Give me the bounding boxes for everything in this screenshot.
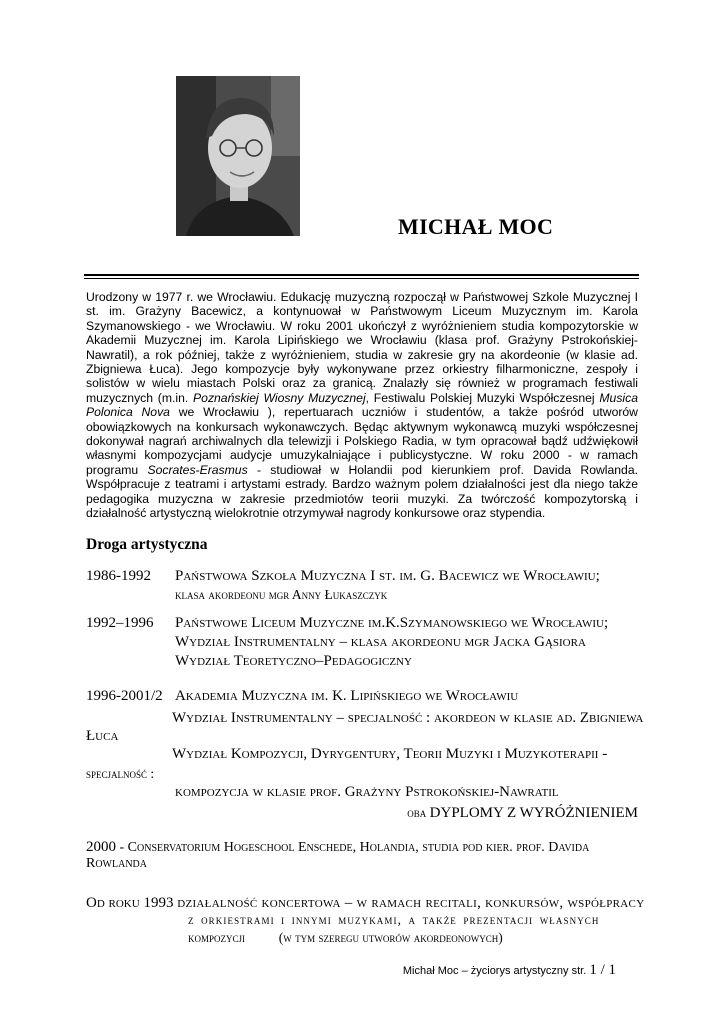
bio-program: Socrates-Erasmus: [147, 462, 248, 477]
entry-5-text: działalność koncertowa – w ramach recitali, konkursów, współpracy: [177, 895, 645, 911]
bio-text-1: Urodzony w 1977 r. we Wrocławiu. Edukację muzyczną rozpoczął w Państwowej Szkole Muzycznej I st. im. Grażyny Bacewicz, a kontynuował w Państwowym Liceum Muzycznym im. Karola Szymanowskiego - we Wrocławiu. W roku 2001 ukończył z wyróżnieniem studia kompozytorskie w Akademii Muzycznej im. Karola Lipińskiego we Wrocławiu (klasa prof. Grażyny Pstrokońskiej-Nawratil), a rok później, także z wyróżnieniem, studia w zakresie gry na akordeonie (w klasie ad. Zbigniewa Łuca). Jego kompozycje były wykonywane przez orkiestry filharmoniczne, zespoły i solistów w wielu miastach Polski oraz za granicą. Znalazły się również w programach festiwali muzycznych (m.in.: [86, 290, 638, 405]
bio-festival-2: Musica Polonica Nova: [86, 390, 638, 420]
entry-5-line-3: kompozycji (w tym szeregu utworów akordeonowych): [188, 930, 503, 945]
entry-3-line-2: Wydział Instrumentalny – specjalność : akordeon w klasie ad. Zbigniewa: [172, 710, 644, 726]
entry-3-diploma-note: DYPLOMY Z WYRÓŻNIENIEM: [429, 805, 638, 821]
entry-3-line-7: [407, 804, 638, 822]
entry-2-years: 1992–1996: [86, 615, 154, 631]
biography-paragraph: [86, 290, 638, 521]
entry-3-years: 1996-2001/2: [86, 688, 163, 704]
entry-4-line-1: [86, 838, 589, 856]
entry-1-years: 1986-1992: [86, 568, 151, 584]
entry-5-prefix: Od roku: [86, 895, 140, 911]
section-heading: Droga artystyczna: [86, 536, 208, 553]
entry-5-year: 1993: [139, 895, 178, 911]
footer-text: Michał Moc – życiorys artystyczny str.: [402, 965, 590, 977]
entry-4-years: 2000: [86, 839, 116, 855]
entry-3-line-6: kompozycja w klasie prof. Grażyny Pstrokońskiej-Nawratil: [175, 784, 559, 800]
bio-text-3: we Wrocławiu ), repertuarach uczniów i studentów, a także pośród utworów obowiązkowych na konkursach wykonawczych. Będąc aktywnym wykonawcą muzyki współczesnej dokonywał nagrań archiwalnych dla telewizji i Polskiego Radia, w tym opracował bądź udźwiękowił własnymi kompozycjami audycje umuzykalniające i publicystyczne. W roku 2000 - w ramach programu: [86, 405, 638, 477]
entry-3-line-3: Łuca: [86, 728, 119, 744]
portrait-image: [176, 76, 300, 236]
entry-3-line-7-prefix: oba: [407, 805, 430, 820]
portrait-photo: [176, 76, 300, 236]
entry-3-line-4: Wydział Kompozycji, Dyrygentury, Teorii Muzyki i Muzykoterapii -: [172, 746, 608, 762]
entry-2-line-3: Wydział Teoretyczno–Pedagogiczny: [175, 653, 412, 669]
entry-3-line-1: Akademia Muzyczna im. K. Lipińskiego we Wrocławiu: [175, 688, 519, 704]
entry-5-line-2: z orkiestrami i innymi muzykami, a także prezentacji własnych: [188, 912, 600, 927]
bio-text-2: , Festiwalu Polskiej Muzyki Współczesnej: [365, 390, 600, 405]
entry-4-text: - Conservatorium Hogeschool Enschede, Holandia, studia pod kier. prof. Davida: [116, 840, 590, 855]
page-number: 1 / 1: [589, 962, 616, 978]
bio-festival-1: Poznańskiej Wiosny Muzycznej: [193, 390, 366, 405]
entry-2-line-2: Wydział Instrumentalny – klasa akordeonu mgr Jacka Gąsiora: [175, 634, 586, 650]
entry-4-line-2: Rowlanda: [86, 856, 147, 871]
entry-1-line-2: klasa akordeonu mgr Anny Łukaszczyk: [175, 587, 388, 602]
entry-3-line-5: specjalność :: [86, 766, 155, 781]
page-footer: [403, 962, 616, 979]
bio-text-4: - studiował w Holandii pod kierunkiem prof. Davida Rowlanda. Współpracuje z teatrami i artystami estrady. Bardzo ważnym polem działalności jest dla niego także pedagogika muzyczna w zakresie przedmiotów teorii muzyki. Za twórczość kompozytorską i działalność artystyczną wielokrotnie otrzymywał nagrody konkursowe oraz stypendia.: [86, 462, 638, 521]
header-divider-thin: [84, 278, 639, 279]
entry-2-line-1: Państwowe Liceum Muzyczne im.K.Szymanowskiego we Wrocławiu;: [175, 615, 609, 631]
entry-1-line-1: Państwowa Szkoła Muzyczna I st. im. G. Bacewicz we Wrocławiu;: [175, 568, 600, 584]
header-divider: [84, 274, 639, 276]
entry-5-line-1: [86, 894, 644, 912]
person-name: MICHAŁ MOC: [398, 214, 554, 239]
